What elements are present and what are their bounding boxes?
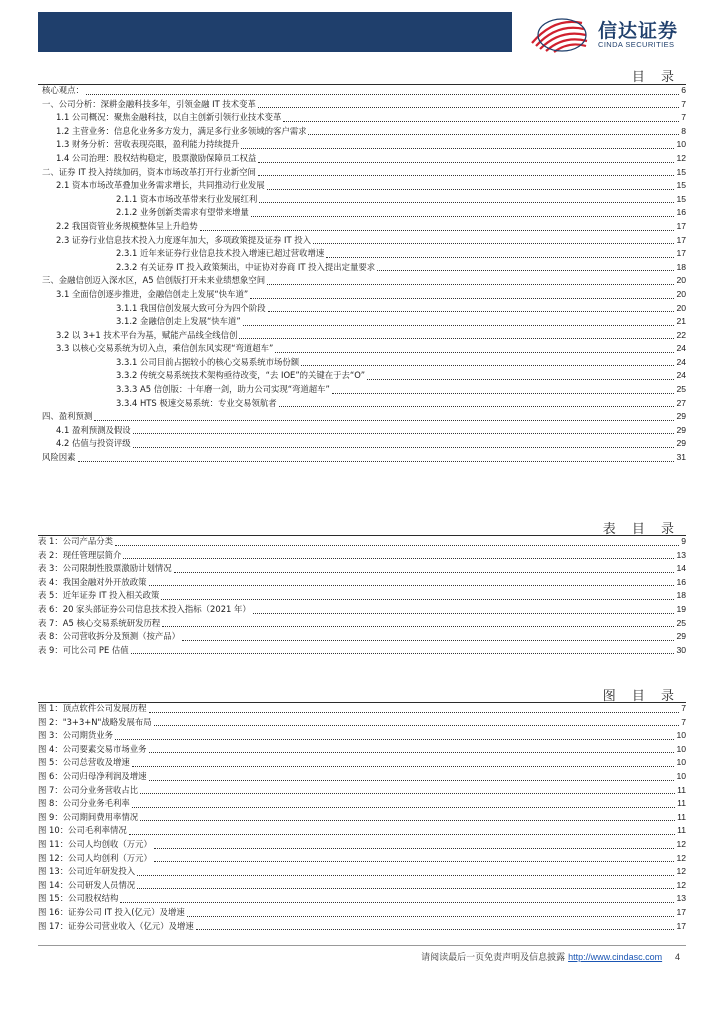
entry-page-number: 15 — [676, 193, 686, 204]
toc-entry[interactable] — [38, 644, 686, 658]
entry-label: 表 6：20 家头部证券公司信息技术投入指标（2021 年） — [38, 603, 251, 614]
entry-label: 图 11：公司人均创收（万元） — [38, 838, 152, 849]
toc-entry[interactable] — [38, 824, 686, 838]
entry-label: 3.1 全面信创逐步推进，金融信创走上发展“快车道” — [56, 288, 249, 299]
toc-entry[interactable] — [38, 797, 686, 811]
toc-entry[interactable] — [38, 410, 686, 424]
dot-leader — [123, 558, 674, 559]
dot-leader — [140, 793, 675, 794]
dot-leader — [268, 311, 675, 312]
entry-label: 图 14：公司研发人员情况 — [38, 879, 136, 890]
entry-label: 三、金融信创迈入深水区，A5 信创版打开未来业绩想象空间 — [42, 275, 266, 286]
toc-entry[interactable] — [38, 865, 686, 879]
toc-entry[interactable] — [38, 451, 686, 465]
entry-label: 图 7：公司分业务营收占比 — [38, 784, 139, 795]
dot-leader — [154, 725, 680, 726]
entry-label: 表 9：可比公司 PE 估值 — [38, 644, 129, 655]
footer-rule — [38, 945, 686, 946]
entry-page-number: 15 — [676, 166, 686, 177]
dot-leader — [132, 766, 675, 767]
entry-label: 1.1 公司概况：聚焦金融科技，以自主创新引领行业技术变革 — [56, 112, 282, 123]
dot-leader — [115, 739, 674, 740]
entry-label: 四、盈利预测 — [42, 411, 93, 422]
entry-page-number: 12 — [676, 852, 686, 863]
toc-entry[interactable] — [38, 152, 686, 166]
dot-leader — [251, 216, 675, 217]
entry-page-number: 20 — [676, 275, 686, 286]
entry-label: 表 1：公司产品分类 — [38, 536, 113, 546]
entry-page-number: 29 — [676, 424, 686, 435]
entry-page-number: 10 — [676, 770, 686, 781]
toc-entry[interactable] — [38, 892, 686, 906]
toc-entry[interactable] — [38, 193, 686, 207]
entry-page-number: 7 — [681, 703, 686, 713]
dot-leader — [162, 626, 674, 627]
figure-list-title: 图 目 录 — [602, 689, 680, 704]
dot-leader — [279, 406, 675, 407]
dot-leader — [259, 202, 674, 203]
dot-leader — [133, 433, 675, 434]
dot-leader — [161, 599, 674, 600]
toc-entry[interactable] — [38, 702, 686, 716]
entry-page-number: 24 — [676, 356, 686, 367]
toc-entry[interactable] — [38, 589, 686, 603]
entry-label: 一、公司分析：深耕金融科技多年，引领金融 IT 技术变革 — [42, 98, 256, 109]
toc-entry[interactable] — [38, 879, 686, 893]
footer-website-link[interactable]: http://www.cindasc.com — [568, 952, 663, 962]
toc-entry[interactable] — [38, 315, 686, 329]
entry-page-number: 17 — [676, 234, 686, 245]
entry-label: 表 4：我国金融对外开放政策 — [38, 576, 147, 587]
entry-label: 二、证券 IT 投入持续加码，资本市场改革打开行业新空间 — [42, 166, 256, 177]
dot-leader — [94, 420, 674, 421]
entry-page-number: 29 — [676, 438, 686, 449]
dot-leader — [313, 243, 674, 244]
entry-label: 图 5：公司总营收及增速 — [38, 757, 130, 768]
entry-page-number: 21 — [676, 316, 686, 327]
dot-leader — [332, 393, 675, 394]
entry-label: 图 17：证券公司营业收入（亿元）及增速 — [38, 920, 194, 931]
entry-page-number: 29 — [676, 631, 686, 642]
dot-leader — [86, 94, 679, 95]
entry-label: 核心观点： — [42, 85, 84, 95]
toc-entry[interactable] — [38, 383, 686, 397]
dot-leader — [367, 379, 674, 380]
toc-entry[interactable] — [38, 369, 686, 383]
toc-entry[interactable] — [38, 234, 686, 248]
toc-entry[interactable] — [38, 329, 686, 343]
entry-page-number: 16 — [676, 576, 686, 587]
figure-list — [38, 702, 686, 933]
toc-entry[interactable] — [38, 562, 686, 576]
toc-entry[interactable] — [38, 84, 686, 98]
dot-leader — [258, 107, 679, 108]
entry-label: 2.2 我国资管业务规模整体呈上升趋势 — [56, 220, 198, 231]
toc-entry[interactable] — [38, 288, 686, 302]
header-band — [38, 12, 512, 52]
entry-page-number: 10 — [676, 139, 686, 150]
dot-leader — [131, 653, 675, 654]
toc-entry[interactable] — [38, 920, 686, 934]
dot-leader — [149, 585, 675, 586]
dot-leader — [149, 780, 675, 781]
dot-leader — [377, 270, 674, 271]
toc-entry[interactable] — [38, 111, 686, 125]
toc-entry[interactable] — [38, 729, 686, 743]
toc-entry[interactable] — [38, 356, 686, 370]
entry-page-number: 17 — [676, 220, 686, 231]
entry-label: 3.1.2 金融信创走上发展“快车道” — [116, 316, 241, 327]
entry-page-number: 30 — [676, 644, 686, 655]
cinda-globe-icon — [524, 13, 594, 53]
entry-page-number: 10 — [676, 743, 686, 754]
dot-leader — [187, 916, 675, 917]
dot-leader — [120, 902, 674, 903]
dot-leader — [326, 257, 674, 258]
toc-entry[interactable] — [38, 206, 686, 220]
entry-page-number: 17 — [676, 920, 686, 931]
toc-entry[interactable] — [38, 397, 686, 411]
entry-label: 图 16：证券公司 IT 投入(亿元）及增速 — [38, 906, 185, 917]
entry-label: 3.3.2 传统交易系统技术架构亟待改变，“去 IOE”的关键在于去“O” — [116, 370, 366, 381]
entry-label: 2.3.1 近年来证券行业信息技术投入增速已超过营收增速 — [116, 248, 325, 259]
entry-label: 2.3 证券行业信息技术投入力度逐年加大，多项政策提及证券 IT 投入 — [56, 234, 312, 245]
dot-leader — [308, 134, 679, 135]
footer-page-number: 4 — [674, 952, 680, 962]
dot-leader — [137, 875, 674, 876]
entry-page-number: 6 — [681, 85, 686, 95]
toc-entry[interactable] — [38, 576, 686, 590]
entry-page-number: 13 — [676, 893, 686, 904]
entry-label: 表 3：公司限制性股票激励计划情况 — [38, 563, 172, 574]
toc-entry[interactable] — [38, 424, 686, 438]
toc-entry[interactable] — [38, 770, 686, 784]
entry-page-number: 31 — [676, 452, 686, 463]
dot-leader — [250, 298, 674, 299]
entry-label: 3.3.4 HTS 极速交易系统：专业交易领航者 — [116, 397, 277, 408]
entry-page-number: 29 — [676, 411, 686, 422]
cinda-logo — [524, 13, 700, 53]
entry-page-number: 18 — [676, 590, 686, 601]
dot-leader — [132, 807, 675, 808]
entry-label: 图 6：公司归母净利润及增速 — [38, 770, 147, 781]
entry-label: 4.1 盈利预测及假设 — [56, 424, 131, 435]
dot-leader — [241, 148, 674, 149]
entry-page-number: 16 — [676, 207, 686, 218]
entry-page-number: 7 — [681, 98, 686, 109]
toc-entry[interactable] — [38, 617, 686, 631]
dot-leader — [267, 189, 675, 190]
toc-entry[interactable] — [38, 716, 686, 730]
footer-disclaimer: 请阅读最后一页免责声明及信息披露 — [421, 953, 566, 963]
toc-entry[interactable] — [38, 98, 686, 112]
dot-leader — [196, 929, 675, 930]
entry-page-number: 12 — [676, 866, 686, 877]
toc-entry[interactable] — [38, 166, 686, 180]
toc-entry[interactable] — [38, 756, 686, 770]
entry-label: 表 7：A5 核心交易系统研发历程 — [38, 617, 161, 628]
entry-page-number: 12 — [676, 152, 686, 163]
toc-entry[interactable] — [38, 125, 686, 139]
toc-entry[interactable] — [38, 342, 686, 356]
entry-page-number: 10 — [676, 730, 686, 741]
toc-entry[interactable] — [38, 261, 686, 275]
dot-leader — [115, 545, 679, 546]
dot-leader — [174, 572, 675, 573]
entry-page-number: 7 — [681, 716, 686, 727]
logo-chinese-name: 信达证券 — [598, 20, 679, 42]
entry-page-number: 15 — [676, 180, 686, 191]
entry-label: 图 15：公司股权结构 — [38, 893, 119, 904]
entry-label: 表 2：现任管理层简介 — [38, 549, 122, 560]
dot-leader — [253, 613, 675, 614]
dot-leader — [78, 461, 675, 462]
entry-page-number: 11 — [677, 784, 686, 795]
entry-label: 2.1.2 业务创新类需求有望带来增量 — [116, 207, 249, 218]
entry-page-number: 13 — [676, 549, 686, 560]
entry-page-number: 19 — [676, 603, 686, 614]
toc-entry[interactable] — [38, 535, 686, 549]
dot-leader — [301, 365, 674, 366]
dot-leader — [243, 325, 675, 326]
entry-label: 图 2："3+3+N"战略发展布局 — [38, 716, 152, 727]
dot-leader — [133, 447, 675, 448]
entry-page-number: 24 — [676, 370, 686, 381]
entry-page-number: 7 — [681, 112, 686, 123]
entry-page-number: 10 — [676, 757, 686, 768]
entry-label: 2.1 资本市场改革叠加业务需求增长，共同推动行业发展 — [56, 180, 265, 191]
entry-label: 3.2 以 3+1 技术平台为基，赋能产品线全线信创 — [56, 329, 238, 340]
entry-page-number: 12 — [676, 838, 686, 849]
entry-label: 图 3：公司期货业务 — [38, 730, 113, 741]
entry-page-number: 17 — [676, 248, 686, 259]
toc-entry[interactable] — [38, 138, 686, 152]
toc-entry[interactable] — [38, 437, 686, 451]
toc-entry[interactable] — [38, 811, 686, 825]
entry-label: 图 12：公司人均创利（万元） — [38, 852, 152, 863]
dot-leader — [137, 888, 674, 889]
entry-label: 1.4 公司治理：股权结构稳定，股票激励保障员工权益 — [56, 152, 257, 163]
toc-entry[interactable] — [38, 302, 686, 316]
entry-page-number: 11 — [677, 811, 686, 822]
entry-label: 1.3 财务分析：营收表现亮眼，盈利能力持续提升 — [56, 139, 240, 150]
entry-page-number: 20 — [676, 302, 686, 313]
dot-leader — [275, 352, 674, 353]
entry-label: 图 13：公司近年研发投入 — [38, 866, 136, 877]
dot-leader — [239, 338, 674, 339]
entry-label: 图 8：公司分业务毛利率 — [38, 798, 130, 809]
toc-entry[interactable] — [38, 179, 686, 193]
entry-label: 图 9：公司期间费用率情况 — [38, 811, 139, 822]
toc-entry[interactable] — [38, 247, 686, 261]
entry-page-number: 11 — [677, 825, 686, 836]
entry-label: 3.1.1 我国信创发展大致可分为四个阶段 — [116, 302, 266, 313]
dot-leader — [140, 820, 675, 821]
dot-leader — [258, 162, 674, 163]
dot-leader — [154, 848, 675, 849]
entry-label: 2.3.2 有关证券 IT 投入政策频出，中证协对券商 IT 投入提出定量要求 — [116, 261, 376, 272]
toc-entry[interactable] — [38, 549, 686, 563]
dot-leader — [200, 230, 675, 231]
dot-leader — [283, 121, 679, 122]
table-list — [38, 535, 686, 657]
entry-page-number: 20 — [676, 288, 686, 299]
dot-leader — [182, 640, 674, 641]
toc-entry[interactable] — [38, 743, 686, 757]
entry-label: 2.1.1 资本市场改革带来行业发展红利 — [116, 193, 258, 204]
entry-page-number: 11 — [677, 798, 686, 809]
dot-leader — [149, 752, 675, 753]
entry-label: 4.2 估值与投资评级 — [56, 438, 131, 449]
entry-label: 图 4：公司要素交易市场业务 — [38, 743, 147, 754]
entry-label: 图 1：顶点软件公司发展历程 — [38, 703, 147, 713]
dot-leader — [149, 712, 680, 713]
entry-label: 1.2 主营业务：信息化业务多方发力，满足多行业多领域的客户需求 — [56, 125, 307, 136]
entry-page-number: 22 — [676, 329, 686, 340]
entry-page-number: 12 — [676, 879, 686, 890]
toc-list — [38, 84, 686, 465]
entry-page-number: 18 — [676, 261, 686, 272]
entry-label: 表 5：近年证券 IT 投入相关政策 — [38, 590, 160, 601]
logo-english-name: CINDA SECURITIES — [598, 40, 675, 49]
entry-page-number: 27 — [676, 397, 686, 408]
entry-page-number: 17 — [676, 906, 686, 917]
dot-leader — [129, 834, 675, 835]
entry-label: 风险因素 — [42, 452, 76, 463]
entry-page-number: 14 — [676, 563, 686, 574]
entry-page-number: 25 — [676, 617, 686, 628]
entry-label: 3.3 以核心交易系统为切入点，乘信创东风实现“弯道超车” — [56, 343, 274, 354]
toc-entry[interactable] — [38, 630, 686, 644]
entry-page-number: 24 — [676, 343, 686, 354]
entry-page-number: 8 — [681, 125, 686, 136]
toc-entry[interactable] — [38, 220, 686, 234]
table-list-title: 表 目 录 — [602, 522, 680, 537]
toc-entry[interactable] — [38, 603, 686, 617]
toc-entry[interactable] — [38, 274, 686, 288]
entry-label: 3.3.1 公司目前占据较小的核心交易系统市场份额 — [116, 356, 300, 367]
dot-leader — [267, 284, 674, 285]
toc-entry[interactable] — [38, 784, 686, 798]
entry-label: 3.3.3 A5 信创版：十年磨一剑，助力公司实现“弯道超车” — [116, 384, 330, 395]
footer — [421, 950, 680, 963]
entry-page-number: 25 — [676, 384, 686, 395]
toc-entry[interactable] — [38, 906, 686, 920]
toc-title: 目 录 — [631, 70, 680, 85]
entry-label: 表 8：公司营收拆分及预测（按产品） — [38, 631, 180, 642]
entry-label: 图 10：公司毛利率情况 — [38, 825, 127, 836]
dot-leader — [154, 861, 675, 862]
toc-entry[interactable] — [38, 838, 686, 852]
dot-leader — [258, 175, 675, 176]
toc-entry[interactable] — [38, 852, 686, 866]
entry-page-number: 9 — [681, 536, 686, 546]
